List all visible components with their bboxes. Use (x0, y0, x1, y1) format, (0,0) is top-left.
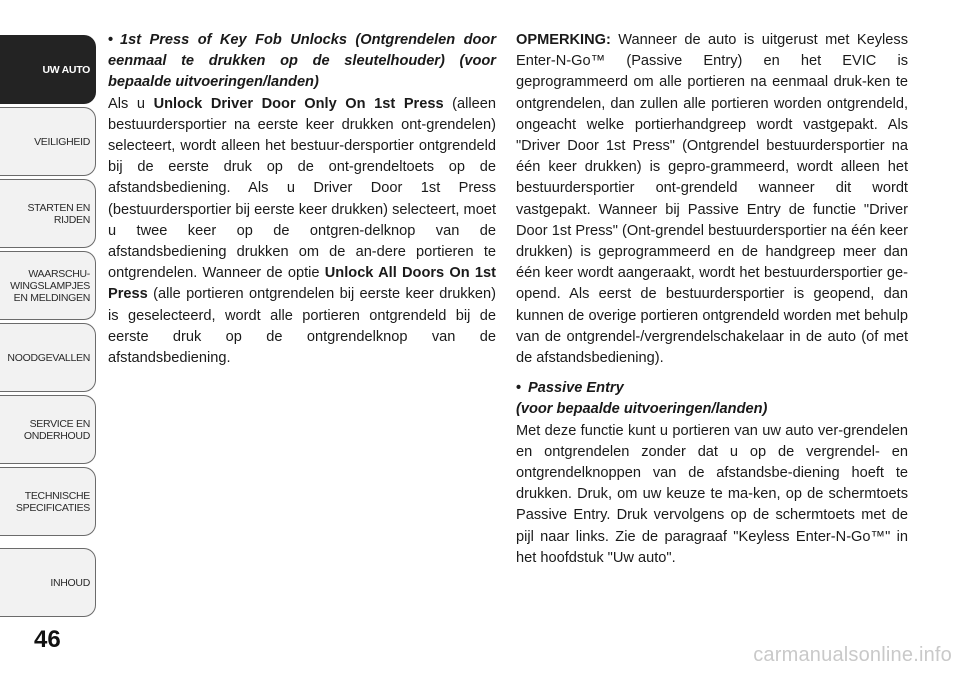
bullet: • (108, 32, 114, 48)
right-column (516, 30, 908, 569)
tab-waarschuwingslampjes[interactable]: WAARSCHU- WINGSLAMPJES EN MELDINGEN (0, 251, 96, 320)
section-heading-passive-entry: • Passive Entry (516, 378, 908, 399)
tab-uw-auto[interactable]: UW AUTO (0, 35, 96, 104)
tab-starten-en-rijden[interactable]: STARTEN EN RIJDEN (0, 179, 96, 248)
tab-technische-specificaties[interactable]: TECHNISCHE SPECIFICATIES (0, 467, 96, 536)
tab-inhoud[interactable]: INHOUD (0, 548, 96, 617)
option-unlock-driver-door: Unlock Driver Door Only On 1st Press (153, 95, 444, 112)
paragraph-unlock-options: Als u Unlock Driver Door Only On 1st Press (alleen bestuurdersportier na eerste keer drukken ont-grendelen) selecteert, wordt alleen het bestuur-dersportier ontgrendeld bij de eerste druk op de ont-grendeltoets op de afstandsbediening. Als u Driver Door 1st Press (bestuurdersportier bij eerste keer drukken) selecteert, moet u twee keer op de ontgren-delknop van de afstandsbediening drukken om de an-dere portieren te ontgrendelen. Wanneer de optie Unlock All Doors On 1st Press (alle portieren ontgrendelen bij eerste keer drukken) is geselecteerd, wordt alle portieren ontgrendeld bij de eerste druk op de ontgrendelknop van de afstandsbediening. (108, 95, 496, 367)
note-paragraph: OPMERKING: Wanneer de auto is uitgerust met Keyless Enter-N-Go™ (Passive Entry) en het EVIC is geprogrammeerd om alle portieren na eenmaal druk-ken te ontgrendelen, dan zullen alle portieren worden ontgrendeld, ongeacht welke portierhandgreep wordt vastgepakt. Als "Driver Door 1st Press" (Ontgrendel bestuurdersportier na één keer drukken) is gepro-grammeerd, wordt alleen het bestuurdersportier ont-grendeld wanneer dit wordt vastgepakt. Wanneer bij Passive Entry de functie "Driver Door 1st Press" (Ont-grendel bestuurdersportier na één keer drukken) is geprogrammeerd en de handgreep meer dan één keer wordt aangeraakt, wordt het bestuurdersportier ge-opend. Als eerst de bestuurdersportier is geopend, dan kunnen de overige portieren ontgrendeld worden met behulp van de ontgrendel-/vergrendelschakelaar in de auto (of met de afstandsbediening). (516, 32, 908, 367)
tab-veiligheid[interactable]: VEILIGHEID (0, 107, 96, 176)
page-number: 46 (34, 626, 61, 653)
watermark: carmanualsonline.info (753, 644, 952, 666)
option-unlock-all-doors: Unlock All Doors On 1st Press (108, 265, 496, 303)
section-heading-key-fob: • 1st Press of Key Fob Unlocks (Ontgrendelen door eenmaal te drukken op de sleutelhouder) (voor bepaalde uitvoeringen/landen) (108, 32, 496, 91)
section-subheading-passive-entry: (voor bepaalde uitvoeringen/landen) (516, 401, 768, 418)
tab-noodgevallen[interactable]: NOODGEVALLEN (0, 323, 96, 392)
tab-service-en-onderhoud[interactable]: SERVICE EN ONDERHOUD (0, 395, 96, 464)
note-label: OPMERKING: (516, 32, 611, 48)
chapter-tabs (0, 0, 100, 600)
left-column (108, 30, 496, 369)
bullet: • (516, 380, 522, 397)
paragraph-passive-entry: Met deze functie kunt u portieren van uw auto ver-grendelen en ontgrendelen zonder dat u op de vergrendel- en ontgrendelknoppen van de afstandsbe-diening hoeft te drukken. Druk, om uw keuze te ma-ken, op de schermtoets Passive Entry. Druk vervolgens op de schermtoets met de pijl naar links. Zie de paragraaf "Keyless Enter-N-Go™" in het hoofdstuk "Uw auto". (516, 422, 908, 566)
